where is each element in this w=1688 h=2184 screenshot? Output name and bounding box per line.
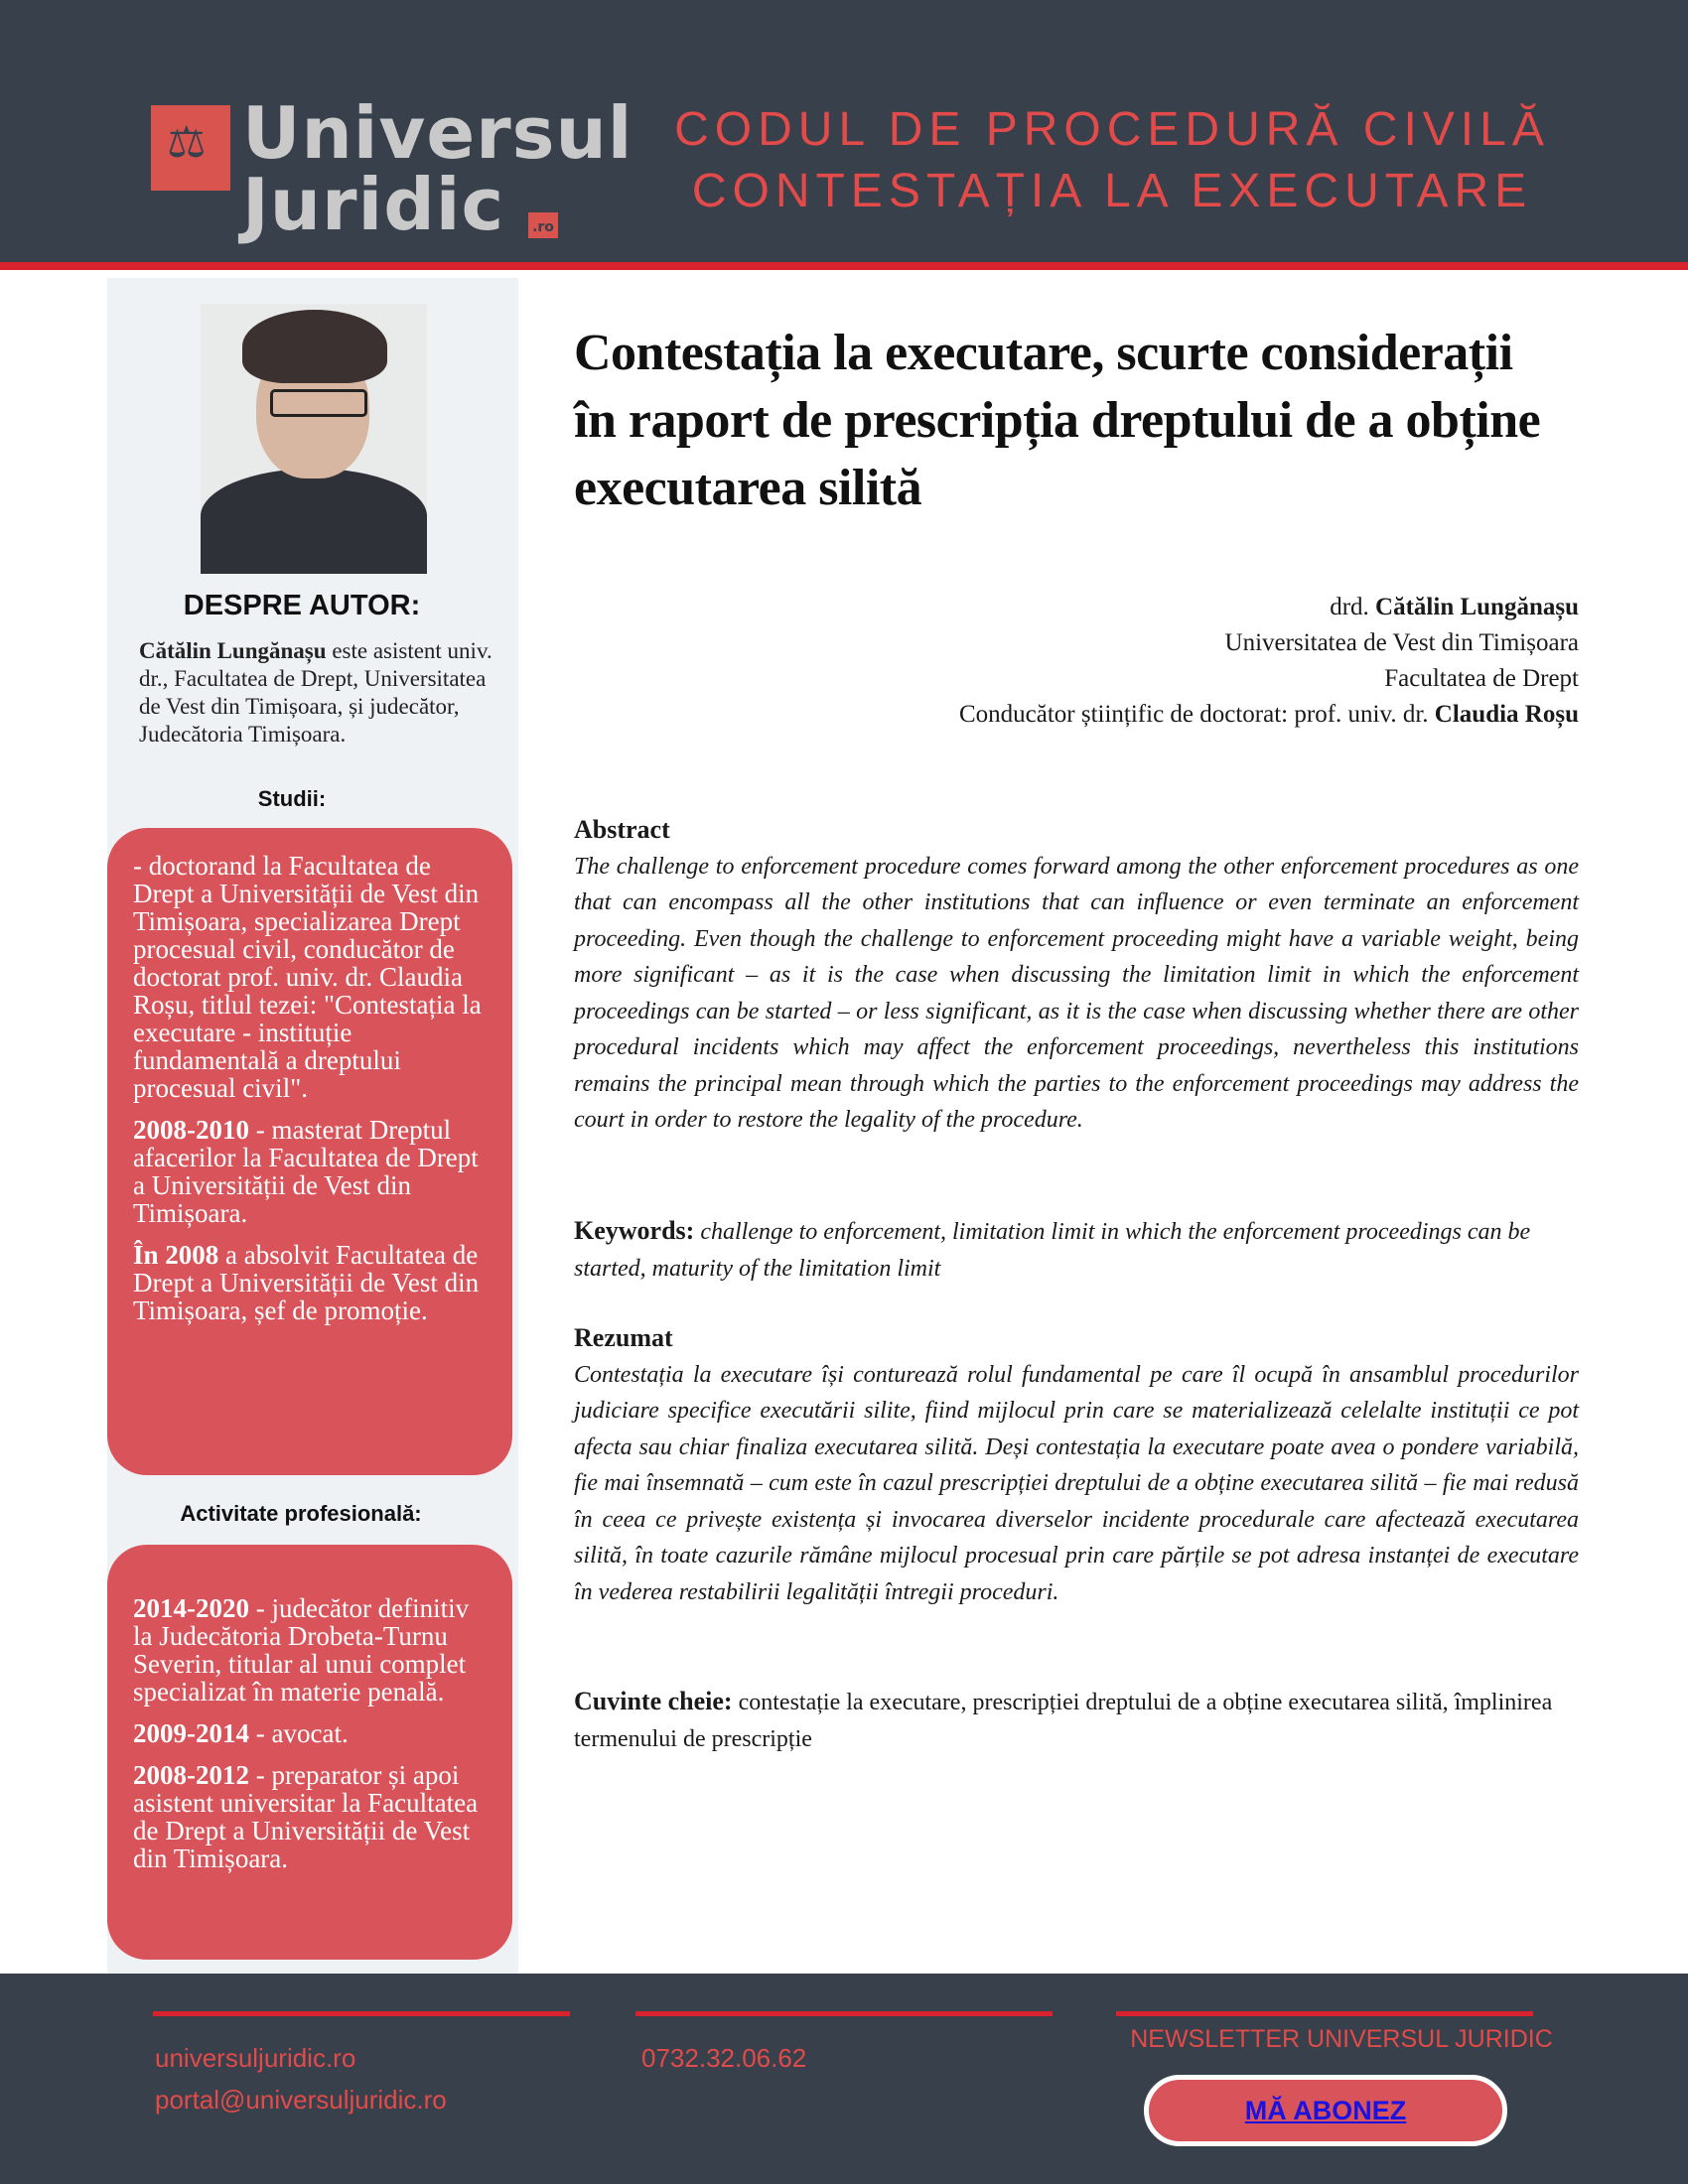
keywords-heading: Keywords:	[574, 1216, 695, 1245]
header-title-line1: CODUL DE PROCEDURĂ CIVILĂ	[674, 103, 1550, 156]
header-title	[635, 99, 1589, 222]
studies-item-year: În 2008	[133, 1240, 219, 1270]
article-title: Contestația la executare, scurte considerații în raport de prescripția dreptului de a obține executarea silită	[574, 325, 1541, 516]
author-line	[695, 590, 1579, 625]
about-author-description: este asistent univ. dr., Facultatea de Drept, Universitatea de Vest din Timișoara, și judecător, Judecătoria Timișoara.	[139, 638, 492, 747]
keywords-text: challenge to enforcement, limitation limit in which the enforcement proceedings can be started, maturity of the limitation limit	[574, 1219, 1531, 1282]
subscribe-button[interactable]: MĂ ABONEZ	[1144, 2075, 1507, 2146]
activity-item-year: 2009-2014	[133, 1718, 249, 1748]
footer-divider-middle	[635, 2011, 1053, 2016]
cuvinte-cheie-section	[574, 1684, 1579, 1757]
university-line: Universitatea de Vest din Timișoara	[1224, 629, 1579, 656]
activity-item	[133, 1719, 494, 1747]
abstract-heading: Abstract	[574, 815, 670, 844]
universul-juridic-logo[interactable]	[151, 91, 633, 246]
author-prefix: drd.	[1330, 594, 1376, 620]
abstract-text: The challenge to enforcement procedure comes forward among the other enforcement procedures as one that can encompass all the other institutions that can influence or even terminate an enforcement proceeding. Even though the challenge to enforcement proceeding might have a variable weight, being more significant – as it is the case when discussing the limitation limit in which the enforcement proceedings can be started – or less significant, as it is the case when discussing whether there are other procedural incidents which may affect the enforcement proceedings, nevertheless this institutions remains the principal mean through which the parties to the enforcement proceedings may address the court in order to restore the legality of the procedure.	[574, 853, 1579, 1133]
cuvinte-cheie-heading: Cuvinte cheie:	[574, 1687, 733, 1715]
supervisor-prefix: Conducător științific de doctorat: prof. univ. dr.	[958, 701, 1435, 728]
studies-item-text: - masterat Dreptul afacerilor la Facultatea de Drept a Universității de Vest din Timișoara.	[133, 1115, 479, 1228]
about-author-text	[139, 637, 496, 749]
studies-item-text: - doctorand la Facultatea de Drept a Universității de Vest din Timișoara, specializarea Drept procesual civil, conducător de doctorat prof. univ. dr. Claudia Roșu, titlul tezei: "Contestația la executare - instituție fundamentală a dreptului procesual civil".	[133, 851, 482, 1103]
rezumat-section	[574, 1320, 1579, 1610]
professional-activity-title: Activitate profesională:	[180, 1501, 422, 1526]
logo-word-juridic: Juridic	[242, 163, 505, 246]
footer-divider-right	[1116, 2011, 1533, 2016]
studies-item-text: a absolvit Facultatea de Drept a Universității de Vest din Timișoara, șef de promoție.	[133, 1240, 480, 1325]
studies-item-year: 2008-2010	[133, 1115, 249, 1145]
activity-item-year: 2008-2012	[133, 1760, 249, 1790]
activity-item-text: - judecător definitiv la Judecătoria Drobeta-Turnu Severin, titular al unui complet specializat în materie penală.	[133, 1593, 470, 1706]
activity-item	[133, 1761, 494, 1872]
studies-item	[133, 1241, 494, 1324]
abstract-section	[574, 812, 1579, 1139]
about-author-name: Cătălin Lungănașu	[139, 638, 327, 663]
activity-item	[133, 1594, 494, 1706]
logo-word-universul: Universul	[242, 91, 633, 175]
footer-divider-left	[153, 2011, 570, 2016]
studies-item	[133, 852, 494, 1102]
header-divider	[0, 262, 1688, 270]
studies-title: Studii:	[257, 786, 327, 811]
supervisor-name: Claudia Roșu	[1434, 701, 1579, 728]
rezumat-text: Contestația la executare își conturează rolul fundamental pe care îl ocupă în ansamblul procedurilor judiciare specifice executării silite, fiind mijlocul prin care se materializează celelalte instituții ce pot afecta sau chiar finaliza executarea silită. Deși contestația la executare poate avea o pondere variabilă, fie mai însemnată – cum este în cazul prescripției dreptului de a obține executarea silită – fie mai redusă în ceea ce privește existența și invocarea diverselor incidente procedurale care afectează executarea silită, în toate cazurile rămâne mijlocul procesual prin care părțile se pot adresa instanței de executare în vederea restabilirii legalității întregii proceduri.	[574, 1361, 1579, 1605]
professional-activity-box	[107, 1545, 512, 1960]
cuvinte-cheie-text: contestație la executare, prescripției dreptului de a obține executarea silită, împlinirea termenului de prescripție	[574, 1690, 1553, 1752]
supervisor-line	[695, 697, 1579, 733]
photo-body	[201, 469, 427, 574]
activity-item-year: 2014-2020	[133, 1593, 249, 1623]
author-photo	[201, 304, 427, 574]
studies-item	[133, 1116, 494, 1227]
logo-ro-badge: .ro	[528, 212, 558, 238]
about-author-title: DESPRE AUTOR:	[183, 590, 421, 621]
rezumat-heading: Rezumat	[574, 1323, 673, 1352]
keywords-section	[574, 1213, 1579, 1287]
activity-item-text: - preparator și apoi asistent universitar la Facultatea de Drept a Universității de Vest din Timișoara.	[133, 1760, 479, 1873]
photo-hair	[242, 310, 387, 383]
studies-box	[107, 828, 512, 1475]
footer-email-link[interactable]: portal@universuljuridic.ro	[155, 2085, 447, 2115]
author-affiliation	[695, 590, 1579, 733]
author-name: Cătălin Lungănașu	[1375, 594, 1579, 620]
footer-phone[interactable]: 0732.32.06.62	[641, 2043, 807, 2073]
header-title-line2: CONTESTAȚIA LA EXECUTARE	[691, 165, 1533, 217]
footer-website-link[interactable]: universuljuridic.ro	[155, 2043, 356, 2073]
faculty-line: Facultatea de Drept	[1384, 665, 1579, 692]
newsletter-label: NEWSLETTER UNIVERSUL JURIDIC	[1130, 2025, 1553, 2053]
logo-scale-icon: ⚖	[151, 105, 230, 191]
photo-glasses	[270, 389, 367, 417]
page-header	[0, 0, 1688, 262]
activity-item-text: - avocat.	[249, 1718, 349, 1748]
